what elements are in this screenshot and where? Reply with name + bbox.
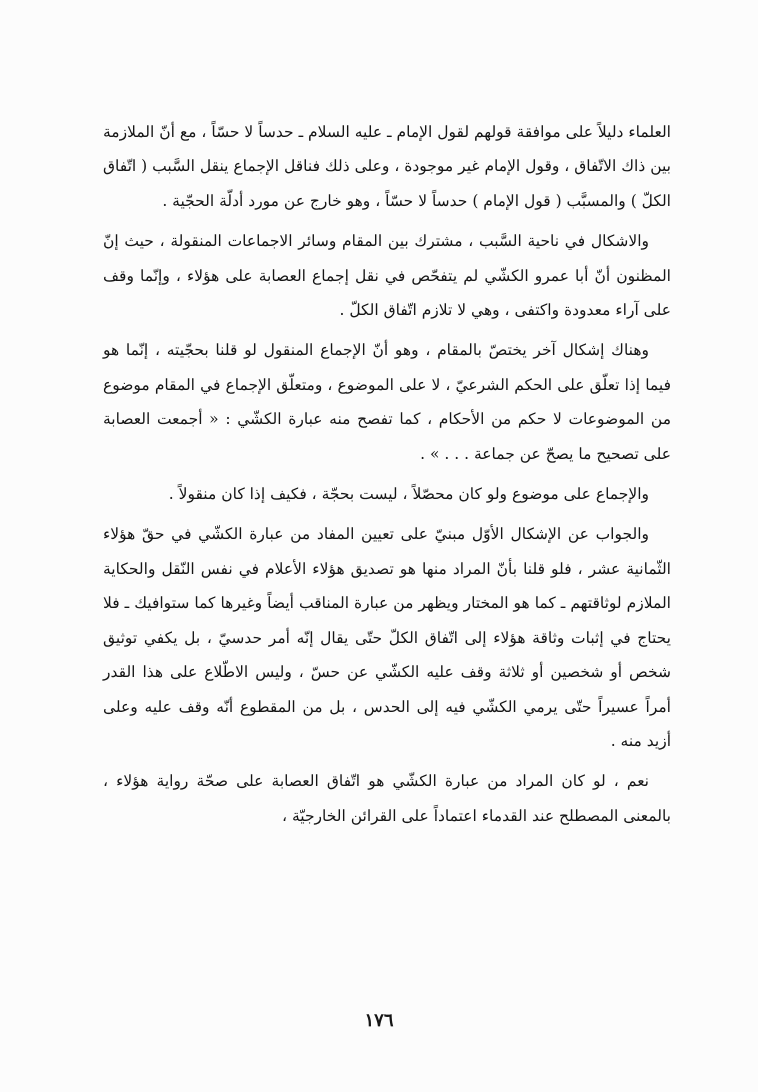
paragraph-1: العلماء دليلاً على موافقة قولهم لقول الإمام ـ عليه السلام ـ حدساً لا حسّاً ، مع أنّ الملازمة بين ذاك الاتّفاق ، وقول الإمام غير موجودة ، وعلى ذلك فناقل الإجماع ينقل السَّبب ( اتّفاق الكلّ ) والمسبَّب ( قول الإمام ) حدساً لا حسّاً ، وهو خارج عن مورد أدلّة الحجّية .: [103, 123, 671, 210]
paragraph-6: نعم ، لو كان المراد من عبارة الكشّي هو اتّفاق العصابة على صحّة رواية هؤلاء ، بالمعنى المصطلح عند القدماء اعتماداً على القرائن الخارجيّة ،: [103, 772, 671, 825]
paragraph-2: والاشكال في ناحية السَّبب ، مشترك بين المقام وسائر الاجماعات المنقولة ، حيث إنّ المظنون أنّ أبا عمرو الكشّي لم يتفحّص في نقل إجماع العصابة على هؤلاء ، وإنّما وقف على آراء معدودة واكتفى ، وهي لا تلازم اتّفاق الكلّ .: [103, 232, 671, 320]
body-text: [103, 115, 671, 833]
paragraph-4: والإجماع على موضوع ولو كان محصّلاً ، ليست بحجّة ، فكيف إذا كان منقولاً .: [168, 485, 649, 504]
page-number: ١٧٦: [364, 1010, 394, 1031]
paragraph-5: والجواب عن الإشكال الأوّل مبنيّ على تعيين المفاد من عبارة الكشّي في حقّ هؤلاء الثّمانية عشر ، فلو قلنا بأنّ المراد منها هو تصديق هؤلاء الأعلام في نفس النّقل والحكاية الملازم لوثاقتهم ـ كما هو المختار ويظهر من عبارة المناقب أيضاً وغيرها كما ستوافيك ـ فلا يحتاج في إثبات وثاقة هؤلاء إلى اتّفاق الكلّ حتّى يقال إنّه أمر حدسيّ ، بل يكفي توثيق شخص أو شخصين أو ثلاثة وقف عليه الكشّي عن حسّ ، وليس الاطّلاع على هذا القدر أمراً عسيراً حتّى يرمي الكشّي فيه إلى الحدس ، بل من المقطوع أنّه وقف عليه وعلى أزيد منه .: [103, 525, 671, 750]
paragraph-3: وهناك إشكال آخر يختصّ بالمقام ، وهو أنّ الإجماع المنقول لو قلنا بحجّيته ، إنّما هو فيما إذا تعلّق على الحكم الشرعيّ ، لا على الموضوع ، ومتعلّق الإجماع في المقام موضوع من الموضوعات لا حكم من الأحكام ، كما تفصح منه عبارة الكشّي : « أجمعت العصابة على تصحيح ما يصحّ عن جماعة . . . » .: [103, 341, 671, 463]
